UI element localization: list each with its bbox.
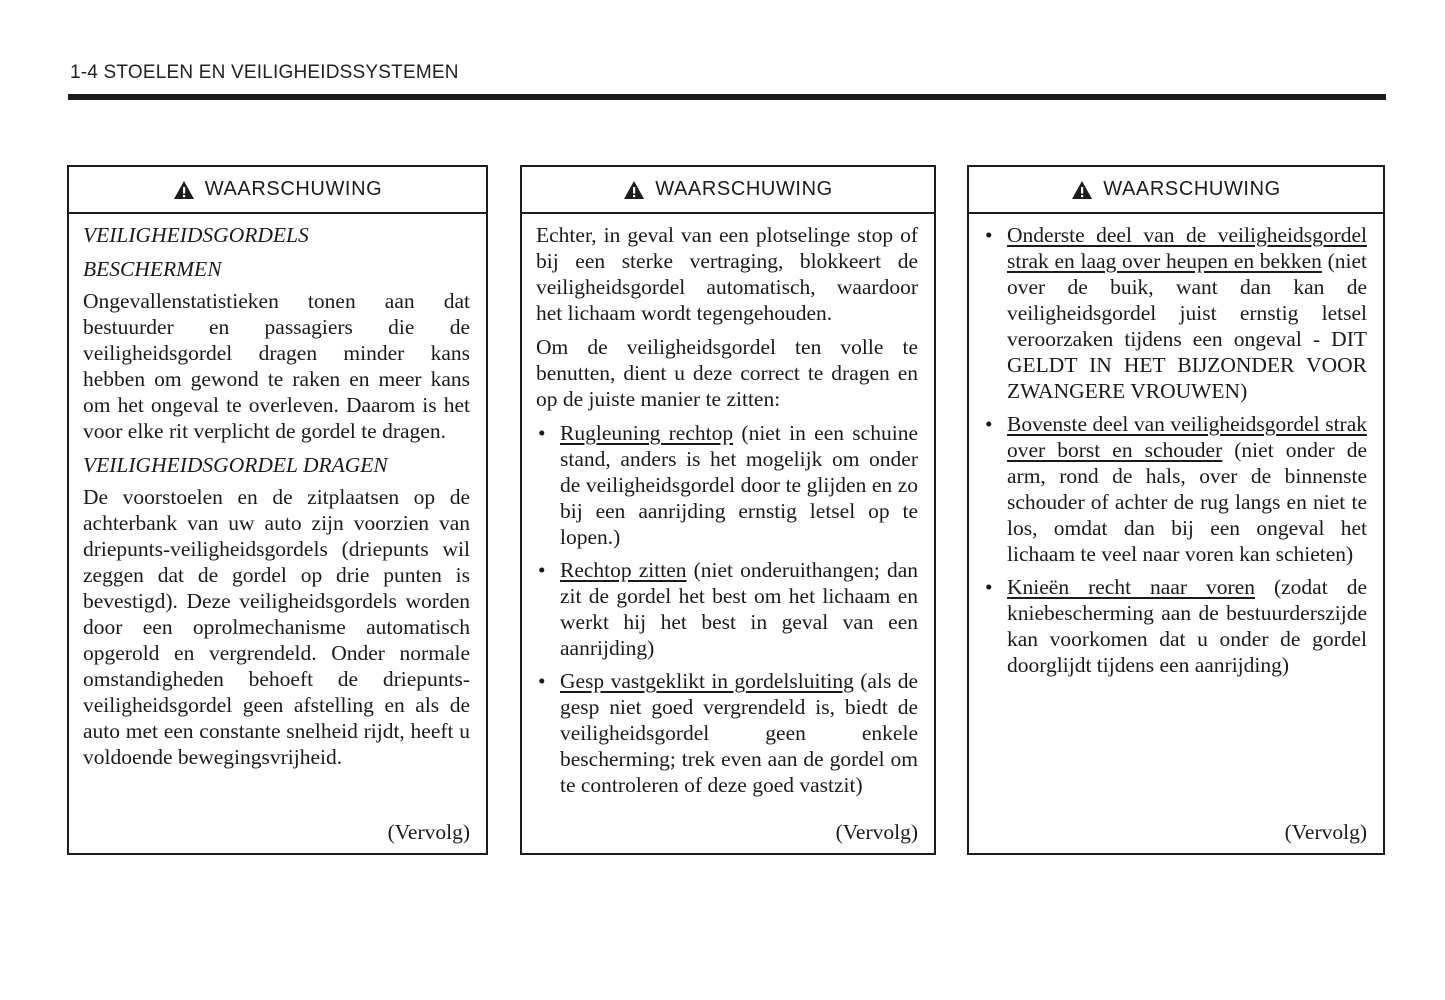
underlined-text: Bovenste deel van veiligheidsgordel strak over borst en schouder: [1007, 412, 1367, 462]
bullet-icon: •: [538, 421, 546, 445]
item-text: (zodat de kniebescherming aan de bestuurderszijde kan voorkomen dat u onder de gordel doorglijdt tijdens een aanrijding): [1007, 575, 1367, 677]
warning-box-body: [522, 214, 934, 798]
item-text: (niet onderuithangen; dan zit de gordel het best om het lichaam en werkt hij het best in geval van een aanrijding): [560, 558, 918, 660]
paragraph: Om de veiligheidsgordel ten volle te benutten, dient u deze correct te dragen en op de juiste manier te zitten:: [536, 335, 918, 411]
warning-box-1: [67, 165, 488, 855]
warning-heading: WAARSCHUWING: [1103, 178, 1281, 200]
bullet-icon: •: [538, 669, 546, 693]
header-rule: [68, 94, 1386, 100]
bullet-icon: •: [985, 575, 993, 599]
underlined-text: Knieën recht naar voren: [1007, 575, 1255, 599]
paragraph: Echter, in geval van een plotselinge stop of bij een sterke vertraging, blokkeert de veiligheidsgordel automatisch, waardoor het lichaam wordt tegengehouden.: [536, 223, 918, 325]
warning-box-3: [967, 165, 1385, 855]
item-text: (niet onder de arm, rond de hals, over de binnenste schouder of achter de rug langs en niet te los, omdat dan bij een ongeval het lichaam te veel naar voren kan schieten): [1007, 438, 1367, 566]
warning-heading: WAARSCHUWING: [204, 178, 383, 200]
bullet-icon: •: [538, 558, 546, 582]
list-item: [536, 420, 918, 550]
warning-triangle-icon: [173, 180, 195, 200]
warning-box-2: [520, 165, 936, 855]
warning-box-header: [969, 167, 1383, 214]
bullet-icon: •: [985, 412, 993, 436]
warning-box-body: [69, 214, 486, 770]
item-text: (niet over de buik, want dan kan de veiligheidsgordel juist ernstig letsel veroorzaken tijdens een ongeval - DIT GELDT IN HET BIJZONDER VOOR ZWANGERE VROUWEN): [1007, 249, 1367, 403]
list-item: [983, 574, 1367, 678]
list-item: [536, 557, 918, 661]
underlined-text: Onderste deel van de veiligheidsgordel strak en laag over heupen en bekken: [1007, 223, 1367, 273]
bullet-list: [983, 222, 1367, 678]
underlined-text: Gesp vastgeklikt in gordelsluiting: [560, 669, 854, 693]
paragraph: De voorstoelen en de zitplaatsen op de achterbank van uw auto zijn voorzien van driepunts-veiligheidsgordels (driepunts wil zeggen dat de gordel op drie punten is bevestigd). Deze veiligheidsgordels worden door een oprolmechanisme automatisch opgerold en vergrendeld. Onder normale omstandigheden behoeft de driepunts-veiligheidsgordel geen afstelling en als de auto met een constante snelheid rijdt, heeft u voldoende bewegingsvrijheid.: [83, 485, 470, 769]
bullet-list: [536, 420, 918, 798]
warning-box-header: [522, 167, 934, 214]
warning-triangle-icon: [623, 180, 645, 200]
subheading: VEILIGHEIDSGORDEL DRAGEN: [83, 453, 388, 477]
continued-label: (Vervolg): [1284, 820, 1367, 844]
warning-box-header: [69, 167, 486, 214]
bullet-icon: •: [985, 223, 993, 247]
list-item: [983, 411, 1367, 567]
underlined-text: Rechtop zitten: [560, 558, 687, 582]
warning-triangle-icon: [1071, 180, 1093, 200]
subheading-line: BESCHERMEN: [83, 257, 222, 281]
subheading-line: VEILIGHEIDSGORDELS: [83, 223, 309, 247]
item-text: (als de gesp niet goed vergrendeld is, biedt de veiligheidsgordel geen enkele bescherming; trek even aan de gordel om te controleren of deze goed vastzit): [560, 669, 918, 797]
list-item: [983, 222, 1367, 404]
list-item: [536, 668, 918, 798]
page-header: 1-4 STOELEN EN VEILIGHEIDSSYSTEMEN: [70, 62, 459, 83]
paragraph: Ongevallenstatistieken tonen aan dat bestuurder en passagiers die de veiligheidsgordel dragen minder kans hebben om gewond te raken en meer kans om het ongeval te overleven. Daarom is het voor elke rit verplicht de gordel te dragen.: [83, 289, 470, 443]
warning-heading: WAARSCHUWING: [655, 178, 833, 200]
continued-label: (Vervolg): [835, 820, 918, 844]
warning-box-body: [969, 214, 1383, 678]
underlined-text: Rugleuning rechtop: [560, 421, 734, 445]
item-text: (niet in een schuine stand, anders is het mogelijk om onder de veiligheidsgordel door te glijden en zo bij een aanrijding ernstig letsel op te lopen.): [560, 421, 918, 549]
continued-label: (Vervolg): [387, 820, 470, 844]
